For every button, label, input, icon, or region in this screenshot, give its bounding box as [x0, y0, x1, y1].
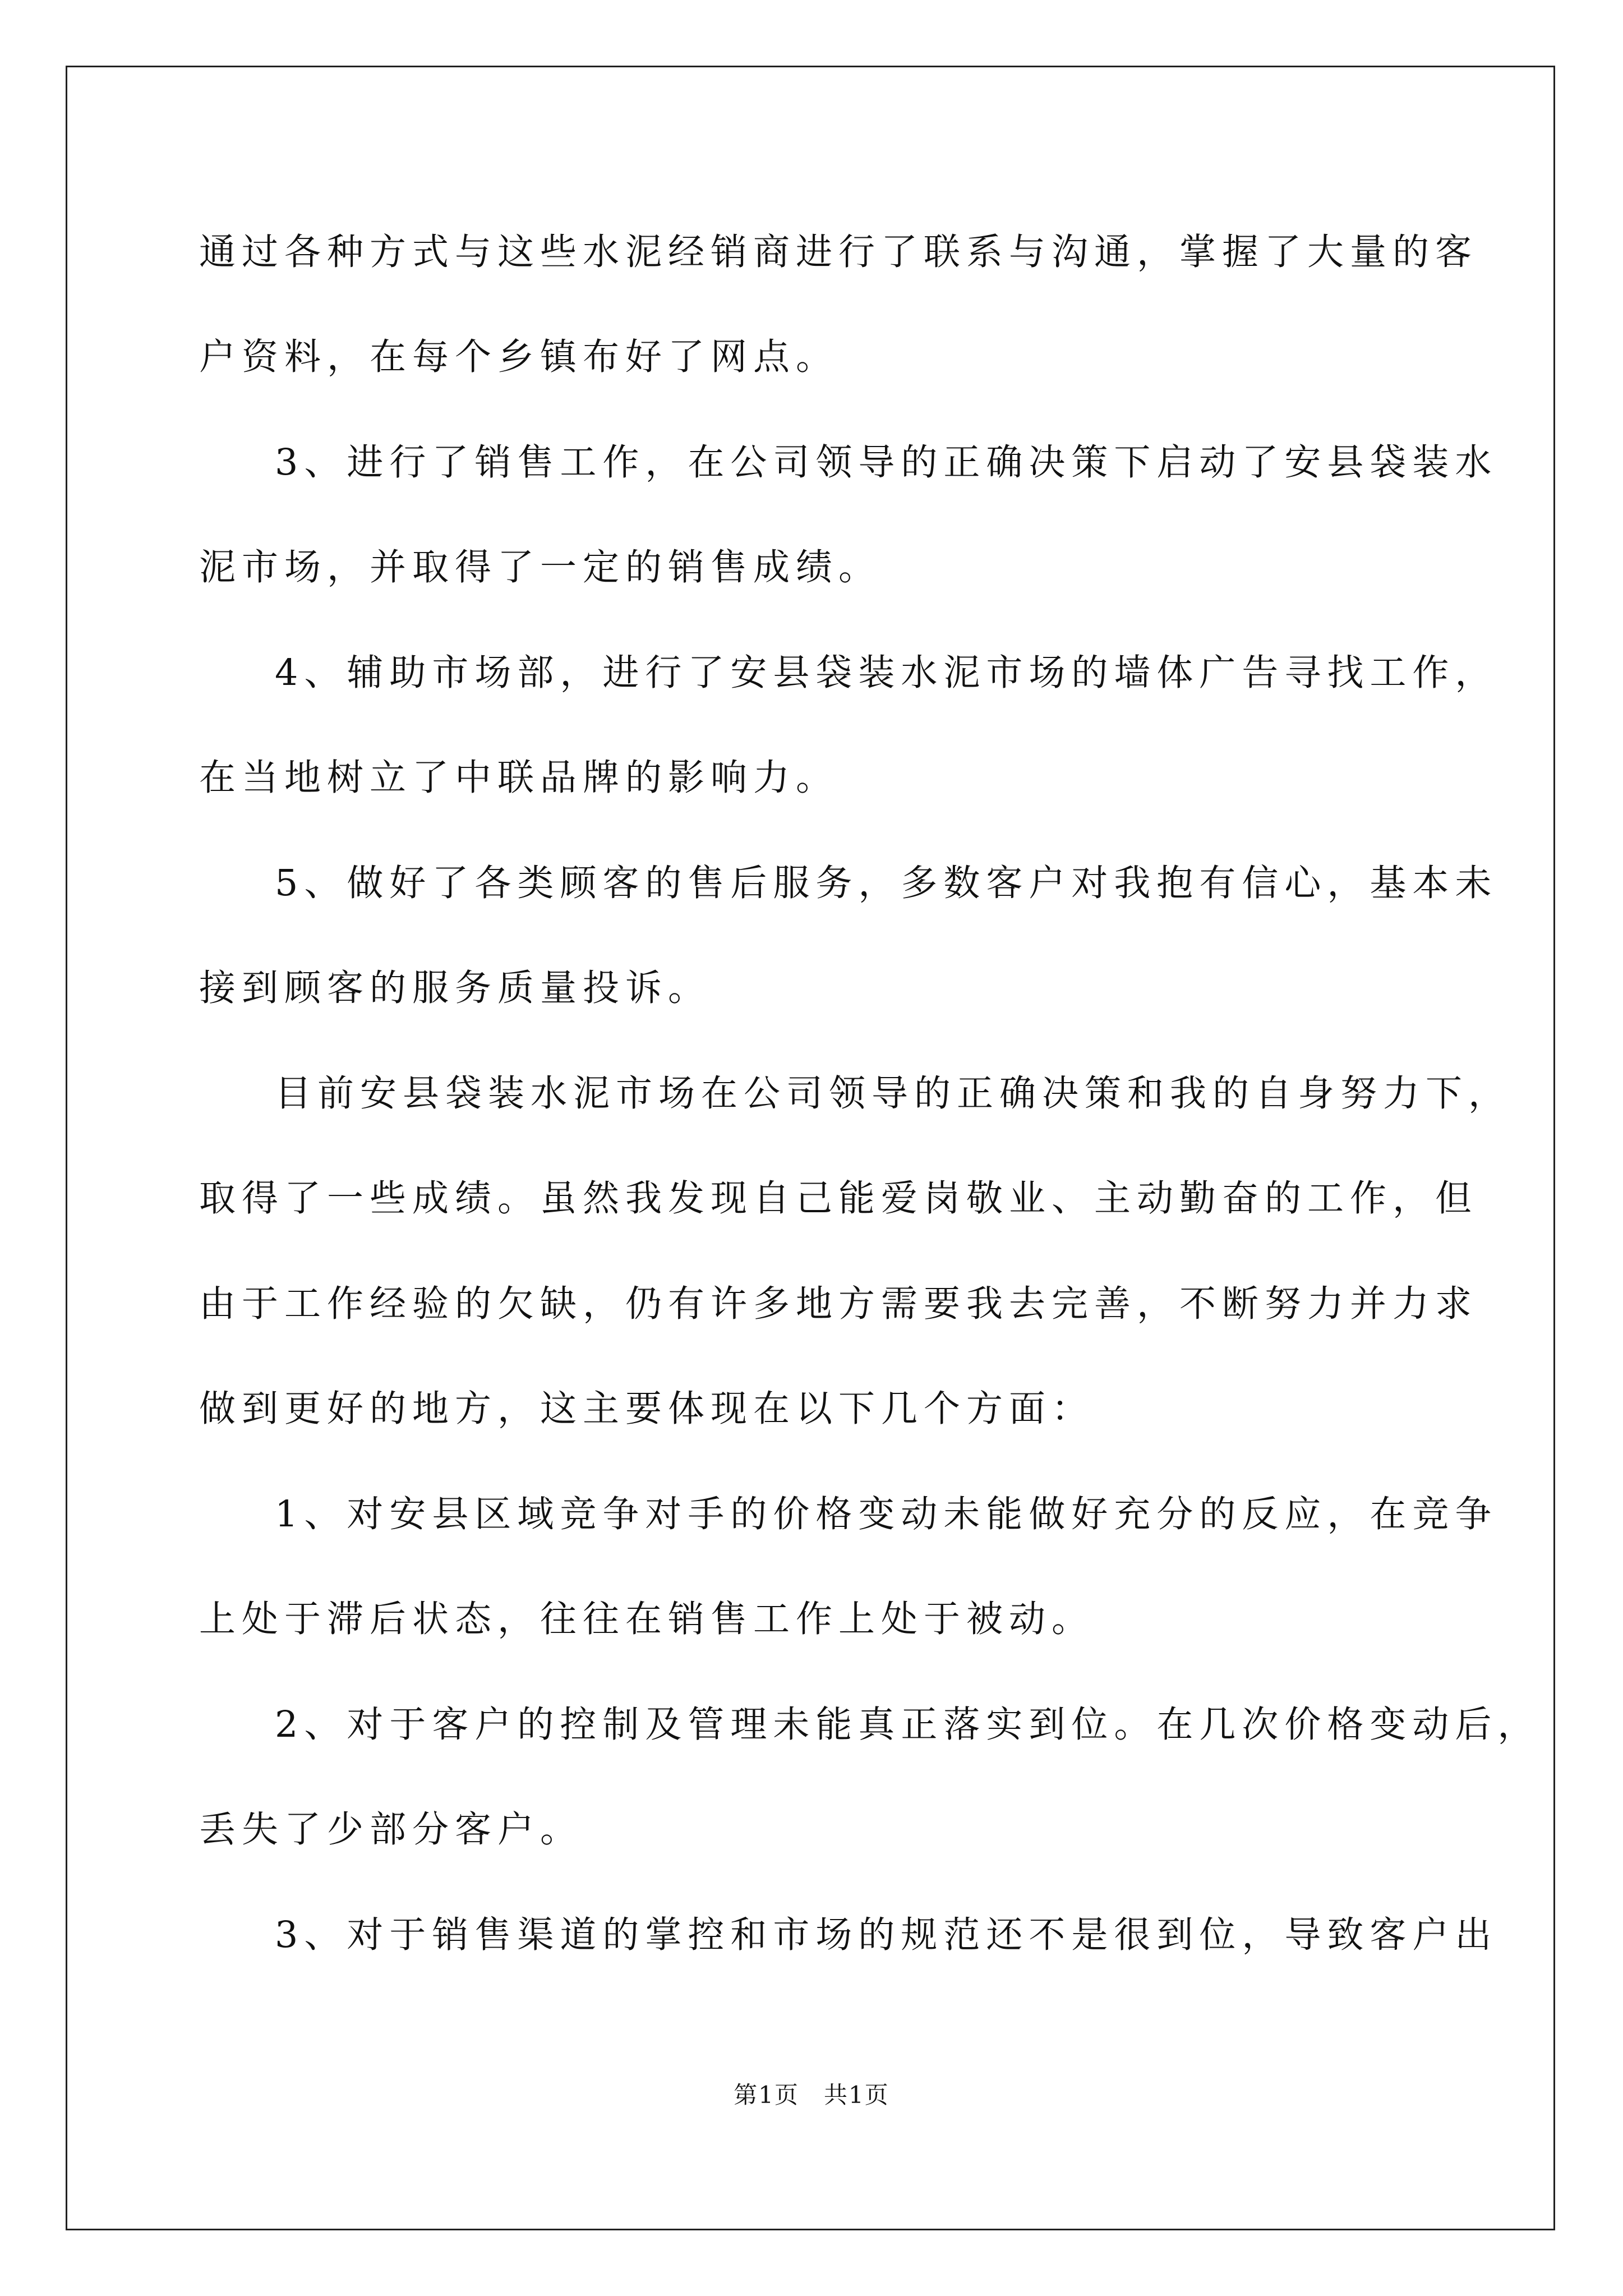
- body-text-line: 做到更好的地方，这主要体现在以下几个方面：: [199, 1388, 1095, 1430]
- body-text-line: 取得了一些成绩。虽然我发现自己能爱岗敬业、主动勤奋的工作，但: [199, 1177, 1478, 1220]
- paragraph-first-line: 目前安县袋装水泥市场在公司领导的正确决策和我的自身努力下，: [275, 1073, 1511, 1115]
- body-text-line: 通过各种方式与这些水泥经销商进行了联系与沟通，掌握了大量的客: [199, 231, 1478, 273]
- body-text-line: 在当地树立了中联品牌的影响力。: [199, 757, 839, 799]
- body-text-line: 上处于滞后状态，往往在销售工作上处于被动。: [199, 1598, 1095, 1640]
- paragraph-first-line: 5、做好了各类顾客的售后服务，多数客户对我抱有信心，基本未: [275, 862, 1498, 904]
- paragraph-first-line: 3、对于销售渠道的掌控和市场的规范还不是很到位，导致客户出: [275, 1914, 1498, 1956]
- page-footer: 第1页 共1页: [734, 2081, 889, 2109]
- paragraph-first-line: 4、辅助市场部，进行了安县袋装水泥市场的墙体广告寻找工作，: [275, 652, 1498, 694]
- body-text-line: 丢失了少部分客户。: [199, 1809, 583, 1851]
- body-text-line: 接到顾客的服务质量投诉。: [199, 967, 711, 1009]
- body-text-line: 户资料，在每个乡镇布好了网点。: [199, 336, 839, 378]
- body-text-line: 泥市场，并取得了一定的销售成绩。: [199, 546, 882, 588]
- paragraph-first-line: 3、进行了销售工作，在公司领导的正确决策下启动了安县袋装水: [275, 441, 1498, 484]
- body-text-line: 由于工作经验的欠缺，仍有许多地方需要我去完善，不断努力并力求: [199, 1283, 1478, 1325]
- paragraph-first-line: 2、对于客户的控制及管理未能真正落实到位。在几次价格变动后，: [275, 1704, 1541, 1746]
- paragraph-first-line: 1、对安县区域竞争对手的价格变动未能做好充分的反应，在竞争: [275, 1493, 1498, 1535]
